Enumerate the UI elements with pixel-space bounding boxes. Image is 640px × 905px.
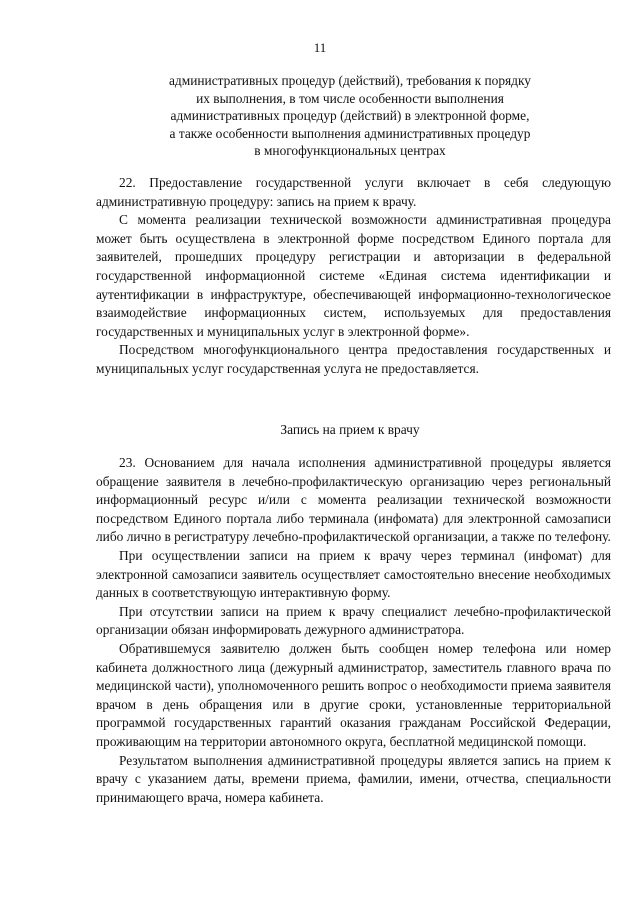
section-heading-line: а также особенности выполнения административных процедур bbox=[169, 125, 531, 141]
section-heading-line: их выполнения, в том числе особенности выполнения bbox=[196, 90, 504, 106]
section-heading-line: административных процедур (действий) в электронной форме, bbox=[170, 108, 530, 124]
paragraph: Результатом выполнения административной процедуры является запись на прием к врачу с указанием даты, времени приема, фамилии, имени, отчества, специальности принимающего врача, номера кабинета. bbox=[96, 752, 611, 805]
body-text-top bbox=[96, 174, 611, 379]
paragraph: Обратившемуся заявителю должен быть сообщен номер телефона или номер кабинета должностного лица (дежурный администратор, заместитель главного врача по медицинской части), уполномоченного решить вопрос о необходимости приема заявителя врачом в день обращения или в другие сроки, установленные территориальной программой государственных гарантий оказания гражданам Российской Федерации, проживающим на территории автономного округа, бесплатной медицинской помощи. bbox=[96, 640, 612, 749]
paragraph: 23. Основанием для начала исполнения административной процедуры является обращение заявителя в лечебно-профилактическую организацию через региональный информационный ресурс и/или с момента реализации технической возможности посредством Единого портала либо терминала (инфомата) для электронной самозаписи либо лично в регистратуру лечебно-профилактической организации, а также по телефону. bbox=[96, 455, 611, 545]
section-heading bbox=[90, 72, 610, 160]
subheading bbox=[90, 421, 610, 439]
section-heading-line: в многофункциональных центрах bbox=[254, 143, 446, 159]
paragraph: С момента реализации технической возможности административная процедура может быть осуществлена в электронной форме посредством Единого портала для заявителей, прошедших процедуру регистрации и авторизации в федеральной государственной информационной системе «Единая система идентификации и аутентификации в инфраструктуре, обеспечивающей информационно-технологическое взаимодействие информационных систем, используемых для предоставления государственных и муниципальных услуг в электронной форме». bbox=[96, 212, 611, 339]
paragraph: При осуществлении записи на прием к врачу через терминал (инфомат) для электронной самозаписи заявитель осуществляет самостоятельно внесение необходимых данных в соответствующую интерактивную форму. bbox=[96, 547, 611, 601]
paragraph: Посредством многофункционального центра предоставления государственных и муниципальных услуг государственная услуга не предоставляется. bbox=[96, 342, 611, 376]
body-text-bottom bbox=[96, 454, 611, 807]
paragraph: 22. Предоставление государственной услуги включает в себя следующую административную процедуру: запись на прием к врачу. bbox=[96, 175, 611, 209]
page-number: 11 bbox=[313, 40, 327, 55]
section-heading-line: административных процедур (действий), требования к порядку bbox=[168, 73, 532, 88]
paragraph: При отсутствии записи на прием к врачу специалист лечебно-профилактической организации обязан информировать дежурного администратора. bbox=[96, 603, 611, 638]
subheading-text: Запись на прием к врачу bbox=[280, 422, 420, 437]
